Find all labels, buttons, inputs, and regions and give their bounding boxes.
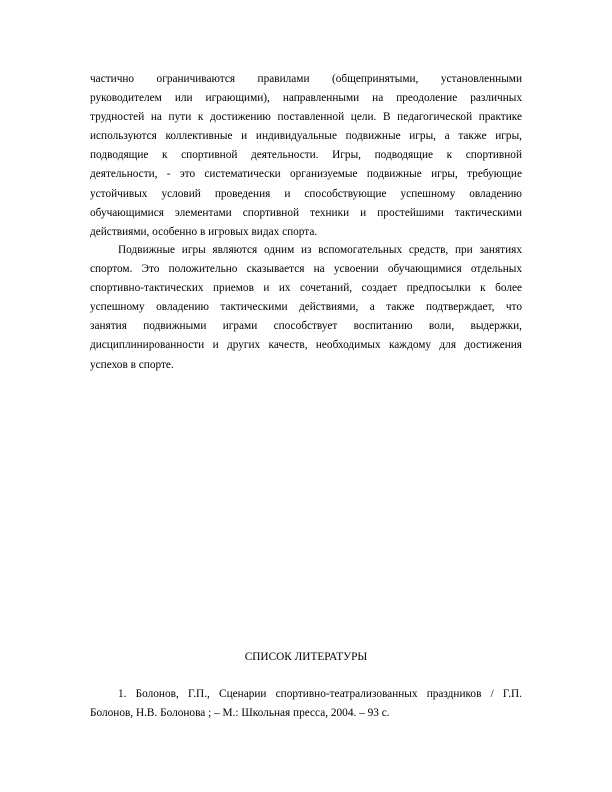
text-line: успехов в спорте. (90, 358, 174, 371)
text-line: подводящие к спортивной деятельности. Игры, подводящие к спортивной (90, 149, 522, 162)
text-line: устойчивых условий проведения и способствующие успешному овладению (90, 187, 522, 200)
text-line: деятельности, - это систематически организуемые подвижные игры, требующие (90, 168, 522, 181)
text-line: 1. Болонов, Г.П., Сценарии спортивно-театрализованных праздников / Г.П. (118, 688, 522, 700)
reference-item-1 (90, 685, 522, 723)
text-line: Подвижные игры являются одним из вспомогательных средств, при занятиях (118, 244, 522, 256)
text-line: используются коллективные и индивидуальные подвижные игры, а также игры, (90, 130, 522, 143)
text-line: занятия подвижными играми способствует воспитанию воли, выдержки, (90, 320, 522, 333)
references-heading: СПИСОК ЛИТЕРАТУРЫ (244, 651, 368, 663)
body-paragraph-1 (90, 70, 522, 242)
text-line: Болонов, Н.В. Болонова ; – М.: Школьная пресса, 2004. – 93 с. (90, 707, 390, 720)
text-line: дисциплинированности и других качеств, необходимых каждому для достижения (90, 339, 522, 352)
text-line: руководителем или играющими), направленными на преодоление различных (90, 92, 522, 105)
text-line: успешному овладению тактическими действиями, а также подтверждает, что (90, 301, 522, 314)
text-line: частично ограничиваются правилами (общепринятыми, установленными (90, 73, 522, 85)
body-paragraph-2 (90, 241, 522, 375)
text-line: действиями, особенно в игровых видах спорта. (90, 225, 318, 238)
text-line: обучающимися элементами спортивной техники и простейшими тактическими (90, 206, 522, 219)
text-line: трудностей на пути к достижению поставленной цели. В педагогической практике (90, 111, 522, 124)
text-line: спортивно-тактических приемов и их сочетаний, создает предпосылки к более (90, 282, 522, 295)
text-line: спортом. Это положительно сказывается на усвоении обучающимися отдельных (90, 263, 522, 276)
